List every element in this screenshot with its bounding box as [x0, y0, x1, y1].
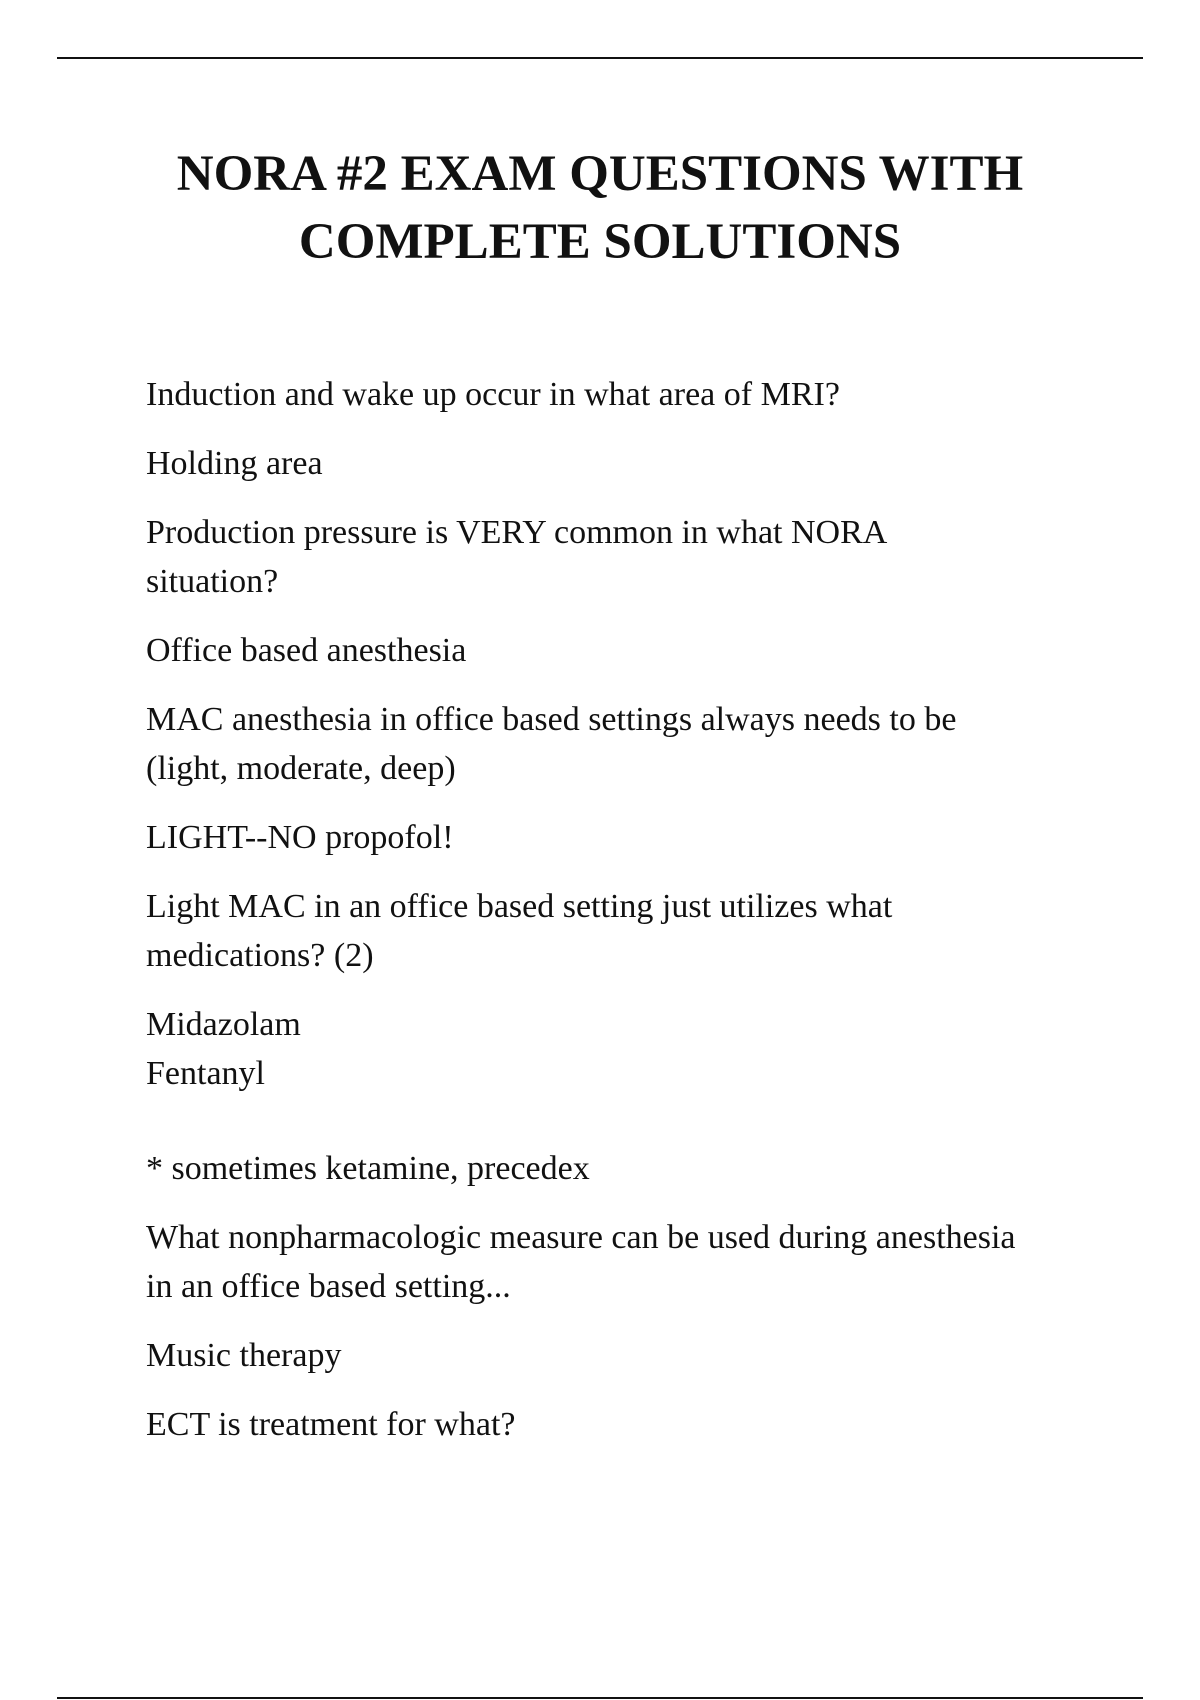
- question-text: medications? (2): [146, 937, 374, 974]
- answer-text: Holding area: [146, 445, 323, 482]
- answer: [146, 1331, 1096, 1380]
- qa-list: [146, 370, 1096, 1469]
- question-text: situation?: [146, 563, 279, 600]
- answer: [146, 439, 1096, 488]
- question: [146, 1213, 1096, 1311]
- bottom-rule: [57, 1697, 1143, 1699]
- answer: [146, 626, 1096, 675]
- question-text: Induction and wake up occur in what area of MRI?: [146, 376, 840, 413]
- question-text: (light, moderate, deep): [146, 750, 456, 787]
- question: [146, 508, 1096, 606]
- answer-text: Midazolam: [146, 1006, 301, 1043]
- question: [146, 882, 1096, 980]
- title-line-2: COMPLETE SOLUTIONS: [298, 214, 902, 270]
- question-text: ECT is treatment for what?: [146, 1406, 516, 1443]
- answer: [146, 1000, 1096, 1193]
- title-line-1: NORA #2 EXAM QUESTIONS WITH: [176, 146, 1024, 202]
- answer-text: Office based anesthesia: [146, 632, 467, 669]
- page-title: [0, 140, 1200, 276]
- question-text: What nonpharmacologic measure can be used during anesthesia: [146, 1219, 1016, 1256]
- answer: [146, 813, 1096, 862]
- answer-text: * sometimes ketamine, precedex: [146, 1150, 590, 1187]
- question: [146, 370, 1096, 419]
- question: [146, 695, 1096, 793]
- top-rule: [57, 57, 1143, 59]
- blank-line: [146, 1098, 1096, 1144]
- question-text: Production pressure is VERY common in what NORA: [146, 514, 888, 551]
- question: [146, 1400, 1096, 1449]
- question-text: MAC anesthesia in office based settings always needs to be: [146, 701, 957, 738]
- answer-text: Fentanyl: [146, 1055, 265, 1092]
- question-text: in an office based setting...: [146, 1268, 511, 1305]
- answer-text: Music therapy: [146, 1337, 342, 1374]
- answer-text: LIGHT--NO propofol!: [146, 819, 454, 856]
- question-text: Light MAC in an office based setting just utilizes what: [146, 888, 893, 925]
